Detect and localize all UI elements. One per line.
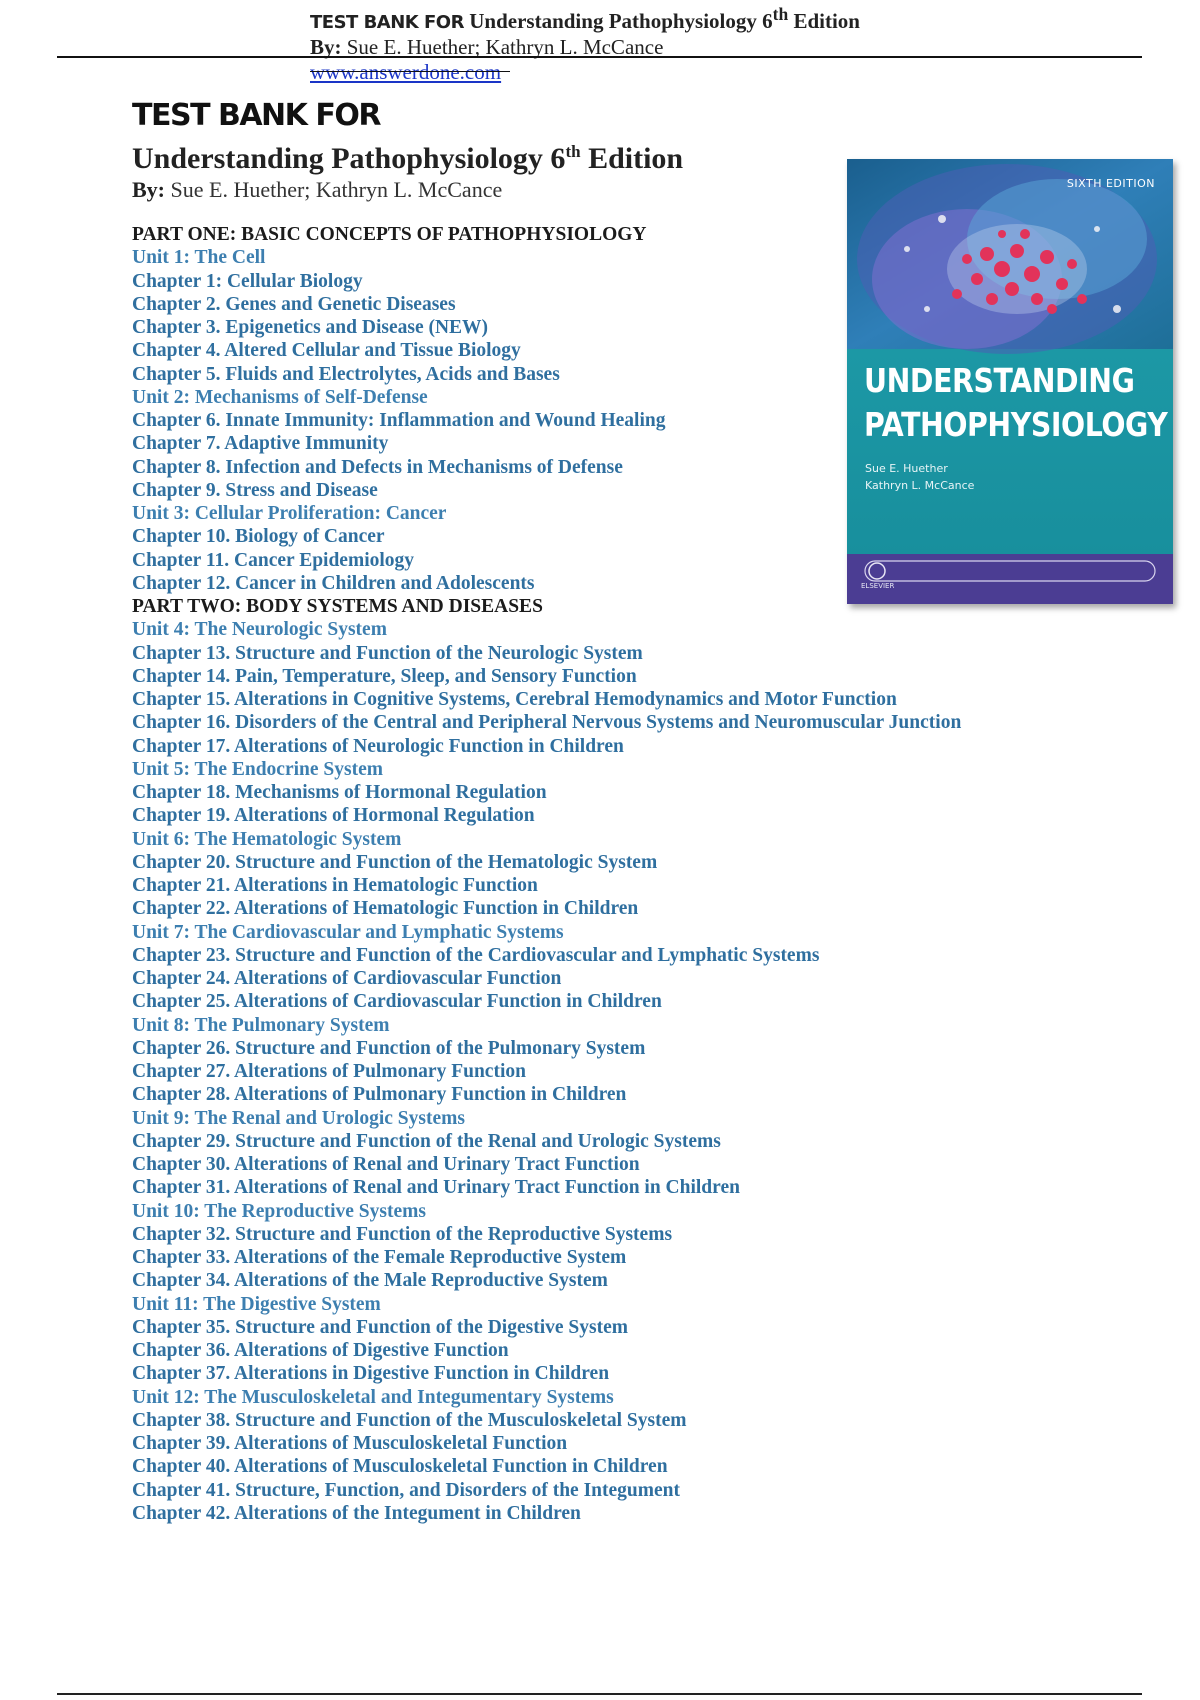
toc-chapter-entry[interactable]: Chapter 7. Adaptive Immunity [132,433,389,455]
book-cover-image [847,159,1173,604]
authors-text: Sue E. Huether; Kathryn L. McCance [170,177,503,202]
toc-chapter-entry[interactable]: Chapter 42. Alterations of the Integument in Children [132,1502,581,1524]
toc-chapter-entry[interactable]: Chapter 41. Structure, Function, and Disorders of the Integument [132,1479,680,1501]
toc-chapter-entry[interactable]: Chapter 1: Cellular Biology [132,270,363,292]
header-url-link[interactable]: www.answerdone.com [310,60,502,84]
test-bank-heading: TEST BANK FOR [132,98,380,133]
cover-authors [865,460,974,494]
header-rule [57,56,1142,58]
toc-unit-entry[interactable]: Unit 12: The Musculoskeletal and Integumentary Systems [132,1386,614,1408]
toc-chapter-entry[interactable]: Chapter 8. Infection and Defects in Mechanisms of Defense [132,456,623,478]
toc-chapter-entry[interactable]: Chapter 9. Stress and Disease [132,479,378,501]
toc-chapter-entry[interactable]: Chapter 34. Alterations of the Male Reproductive System [132,1270,608,1292]
cover-title-line2: PATHOPHYSIOLOGY [864,405,1168,444]
cover-title-line1: UNDERSTANDING [864,361,1135,400]
toc-chapter-entry[interactable]: Chapter 20. Structure and Function of the Hematologic System [132,851,658,873]
toc-chapter-entry[interactable]: Chapter 16. Disorders of the Central and Peripheral Nervous Systems and Neuromuscular Junction [132,712,962,734]
toc-chapter-entry[interactable]: Chapter 35. Structure and Function of the Digestive System [132,1316,628,1338]
toc-chapter-entry[interactable]: Chapter 38. Structure and Function of the Musculoskeletal System [132,1409,687,1431]
toc-unit-entry[interactable]: Unit 10: The Reproductive Systems [132,1200,426,1222]
header-test-bank-label: TEST BANK FOR [310,12,464,33]
toc-chapter-entry[interactable]: Chapter 25. Alterations of Cardiovascular Function in Children [132,991,662,1013]
toc-unit-entry[interactable]: Unit 7: The Cardiovascular and Lymphatic Systems [132,921,564,943]
book-title-end: Edition [580,142,684,175]
toc-chapter-entry[interactable]: Chapter 31. Alterations of Renal and Urinary Tract Function in Children [132,1177,740,1199]
by-label: By: [132,177,165,202]
toc-chapter-entry[interactable]: Chapter 14. Pain, Temperature, Sleep, and Sensory Function [132,665,637,687]
book-title-sup: th [565,142,581,161]
toc-chapter-entry[interactable]: Chapter 37. Alterations in Digestive Function in Children [132,1363,610,1385]
running-header [310,2,860,85]
cover-publisher: ELSEVIER [861,582,895,590]
header-url-rule [310,71,510,72]
cover-edition-label: SIXTH EDITION [1066,177,1155,190]
book-title-text: Understanding Pathophysiology 6 [132,142,566,175]
book-authors [132,177,683,203]
toc-part-entry: PART TWO: BODY SYSTEMS AND DISEASES [132,596,543,617]
toc-unit-entry[interactable]: Unit 4: The Neurologic System [132,619,387,641]
toc-chapter-entry[interactable]: Chapter 5. Fluids and Electrolytes, Acids and Bases [132,363,560,385]
header-title-line [310,2,860,35]
toc-chapter-entry[interactable]: Chapter 13. Structure and Function of the Neurologic System [132,642,643,664]
toc-unit-entry[interactable]: Unit 8: The Pulmonary System [132,1014,390,1036]
toc-chapter-entry[interactable]: Chapter 6. Innate Immunity: Inflammation and Wound Healing [132,410,666,431]
toc-chapter-entry[interactable]: Chapter 21. Alterations in Hematologic Function [132,875,538,896]
toc-chapter-entry[interactable]: Chapter 36. Alterations of Digestive Function [132,1340,509,1361]
toc-unit-entry[interactable]: Unit 2: Mechanisms of Self-Defense [132,386,428,408]
toc-chapter-entry[interactable]: Chapter 30. Alterations of Renal and Urinary Tract Function [132,1154,640,1175]
toc-chapter-entry[interactable]: Chapter 39. Alterations of Musculoskeletal Function [132,1433,568,1454]
header-book-title: Understanding Pathophysiology 6 [469,9,773,33]
toc-chapter-entry[interactable]: Chapter 11. Cancer Epidemiology [132,549,415,571]
title-block [132,98,683,203]
header-title-sup: th [772,4,789,24]
toc-unit-entry[interactable]: Unit 6: The Hematologic System [132,828,402,850]
toc-chapter-entry[interactable]: Chapter 18. Mechanisms of Hormonal Regulation [132,782,547,803]
toc-unit-entry[interactable]: Unit 1: The Cell [132,247,266,269]
toc-chapter-entry[interactable]: Chapter 23. Structure and Function of the Cardiovascular and Lymphatic Systems [132,944,820,966]
toc-chapter-entry[interactable]: Chapter 4. Altered Cellular and Tissue Biology [132,340,521,362]
toc-chapter-entry[interactable]: Chapter 40. Alterations of Musculoskeletal Function in Children [132,1456,668,1478]
table-of-contents [132,223,961,1525]
toc-chapter-entry[interactable]: Chapter 24. Alterations of Cardiovascular Function [132,968,562,989]
toc-chapter-entry[interactable]: Chapter 10. Biology of Cancer [132,526,385,548]
toc-unit-entry[interactable]: Unit 9: The Renal and Urologic Systems [132,1107,465,1129]
header-title-end: Edition [788,9,860,33]
toc-chapter-entry[interactable]: Chapter 19. Alterations of Hormonal Regulation [132,805,535,827]
toc-chapter-entry[interactable]: Chapter 3. Epigenetics and Disease (NEW) [132,317,489,338]
header-authors: Sue E. Huether; Kathryn L. McCance [346,35,664,59]
toc-chapter-entry[interactable]: Chapter 26. Structure and Function of the Pulmonary System [132,1037,646,1059]
toc-chapter-entry[interactable]: Chapter 29. Structure and Function of the Renal and Urologic Systems [132,1130,721,1152]
toc-unit-entry[interactable]: Unit 5: The Endocrine System [132,758,383,780]
toc-chapter-entry[interactable]: Chapter 2. Genes and Genetic Diseases [132,293,456,315]
toc-chapter-entry[interactable]: Chapter 15. Alterations in Cognitive Systems, Cerebral Hemodynamics and Motor Function [132,689,897,710]
toc-chapter-entry[interactable]: Chapter 33. Alterations of the Female Reproductive System [132,1247,627,1268]
toc-chapter-entry[interactable]: Chapter 17. Alterations of Neurologic Function in Children [132,735,624,757]
book-title [132,134,683,177]
toc-chapter-entry[interactable]: Chapter 27. Alterations of Pulmonary Function [132,1061,526,1082]
cover-author-1: Sue E. Huether [865,462,948,475]
header-by-label: By: [310,35,342,59]
toc-chapter-entry[interactable]: Chapter 32. Structure and Function of the Reproductive Systems [132,1223,673,1245]
cover-author-2: Kathryn L. McCance [865,479,975,492]
footer-rule [57,1693,1142,1695]
toc-chapter-entry[interactable]: Chapter 22. Alterations of Hematologic Function in Children [132,898,639,920]
toc-chapter-entry[interactable]: Chapter 28. Alterations of Pulmonary Function in Children [132,1084,627,1106]
toc-unit-entry[interactable]: Unit 3: Cellular Proliferation: Cancer [132,503,447,524]
toc-chapter-entry[interactable]: Chapter 12. Cancer in Children and Adolescents [132,572,535,594]
toc-unit-entry[interactable]: Unit 11: The Digestive System [132,1293,381,1315]
toc-part-entry: PART ONE: BASIC CONCEPTS OF PATHOPHYSIOLOGY [132,224,647,245]
